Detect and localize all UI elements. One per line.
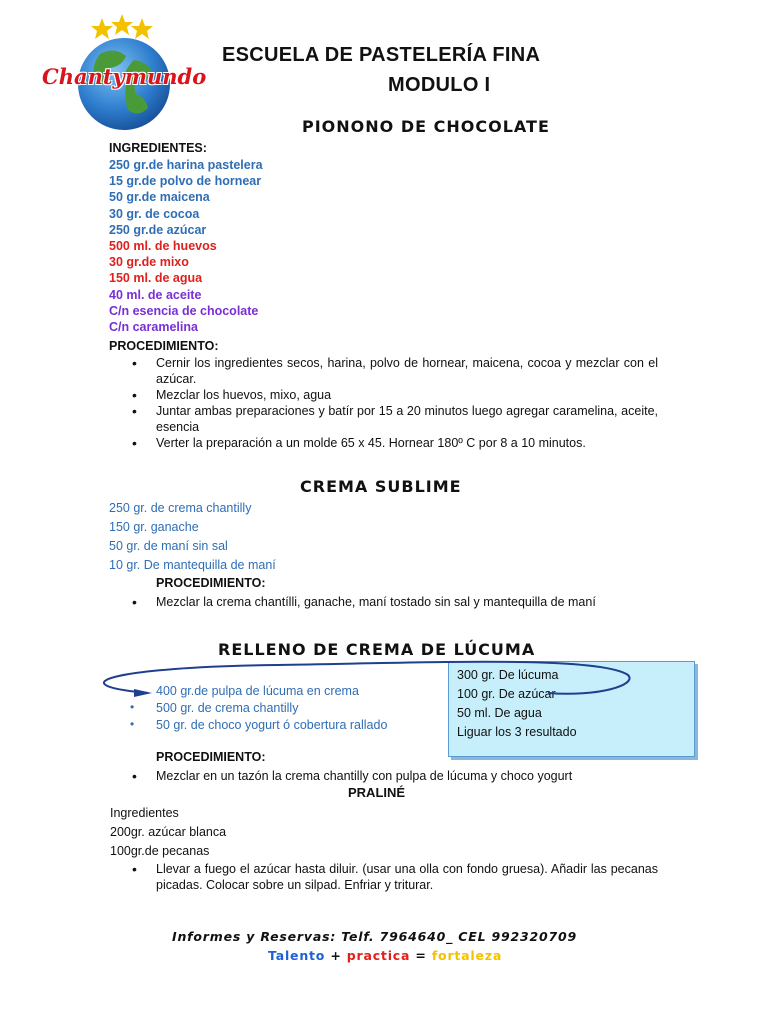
ingredient-line: 30 gr. de cocoa xyxy=(109,206,200,221)
star-icon xyxy=(111,14,133,35)
procedure-step: • Mezclar en un tazón la crema chantilly con pulpa de lúcuma y choco yogurt xyxy=(110,768,670,784)
school-title: ESCUELA DE PASTELERÍA FINA xyxy=(222,44,541,66)
ingredient-line: 250 gr.de harina pastelera xyxy=(109,158,263,172)
pionono-steps xyxy=(110,355,658,451)
procedure-step: • Llevar a fuego el azúcar hasta diluir. (usar una olla con fondo gruesa). Añadir las pecanas picadas. Colocar sobre un silpad. Enfriar y triturar. xyxy=(110,861,658,893)
ingredient-line: 40 ml. de aceite xyxy=(109,287,202,302)
ingredient-line: 10 gr. De mantequilla de maní xyxy=(109,558,276,572)
box-line: Liguar los 3 resultado xyxy=(457,725,577,739)
procedure-label: PROCEDIMIENTO: xyxy=(156,576,266,590)
motto-symbol: + xyxy=(325,948,347,963)
pionono-title: PIONONO DE CHOCOLATE xyxy=(302,117,550,136)
ingredient-line: C/n caramelina xyxy=(109,320,198,335)
praline-steps xyxy=(110,861,658,893)
ingredient-line: 50 gr. de choco yogurt ó cobertura rallado xyxy=(156,718,388,732)
star-icon xyxy=(91,18,113,39)
ingredient-line: 250 gr. de crema chantilly xyxy=(109,501,252,515)
procedure-step: • Mezclar la crema chantílli, ganache, maní tostado sin sal y mantequilla de maní xyxy=(110,594,670,610)
ingredient-line: 15 gr.de polvo de hornear xyxy=(109,174,262,189)
ingredient-line: 400 gr.de pulpa de lúcuma en crema xyxy=(156,684,359,698)
module-title: MODULO I xyxy=(388,74,491,96)
procedure-step: • Verter la preparación a un molde 65 x 45. Hornear 180º C por 8 a 10 minutos. xyxy=(110,435,658,451)
procedure-step: • Mezclar los huevos, mixo, agua xyxy=(110,387,658,403)
motto xyxy=(268,948,502,963)
box-line: 300 gr. De lúcuma xyxy=(457,668,559,682)
ingredients-label: INGREDIENTES: xyxy=(109,141,207,155)
lucuma-title: RELLENO DE CREMA DE LÚCUMA xyxy=(218,640,536,659)
ingredient-line: 150 gr. ganache xyxy=(109,520,199,534)
lucuma-steps xyxy=(110,768,670,784)
lucuma-ingredients xyxy=(110,683,387,734)
ingredient-line: 500 gr. de crema chantilly xyxy=(156,701,299,715)
praline-title: PRALINÉ xyxy=(348,785,406,800)
star-icon xyxy=(131,18,153,39)
ingredient-line: 50 gr. de maní sin sal xyxy=(109,539,228,553)
ingredient-line: 500 ml. de huevos xyxy=(109,239,217,254)
logo-text: Chantymundo xyxy=(42,64,207,89)
crema-ingredients xyxy=(109,499,276,575)
ingredient-line: 50 gr.de maicena xyxy=(109,190,210,205)
motto-word: practica xyxy=(346,948,411,963)
procedure-label: PROCEDIMIENTO: xyxy=(156,750,266,764)
ingredient-line: C/n esencia de chocolate xyxy=(109,303,259,318)
ingredient-line: 150 ml. de agua xyxy=(109,271,203,286)
box-line: 100 gr. De azúcar xyxy=(457,687,556,701)
ingredient-line: 30 gr.de mixo xyxy=(109,255,189,270)
ingredient-line: 200gr. azúcar blanca xyxy=(110,825,227,839)
procedure-label: PROCEDIMIENTO: xyxy=(109,339,219,353)
pionono-ingredients xyxy=(109,157,263,335)
bullet-icon: • xyxy=(130,700,135,714)
motto-word: fortaleza xyxy=(431,948,503,963)
procedure-step: • Cernir los ingredientes secos, harina, polvo de hornear, maicena, cocoa y mezclar con el azúcar. xyxy=(110,355,658,387)
praline-ingredients xyxy=(110,804,226,861)
crema-steps xyxy=(110,594,670,610)
crema-title: CREMA SUBLIME xyxy=(300,477,462,496)
chantymundo-logo xyxy=(38,12,207,132)
ingredients-label: Ingredientes xyxy=(110,806,179,820)
box-line: 50 ml. De agua xyxy=(457,706,542,720)
bullet-icon: • xyxy=(130,717,135,731)
ingredient-line: 100gr.de pecanas xyxy=(110,844,210,858)
motto-word: Talento xyxy=(268,948,326,963)
ingredient-line: 250 gr.de azúcar xyxy=(109,222,207,237)
contact-info: Informes y Reservas: Telf. 7964640_ CEL 992320709 xyxy=(172,929,577,944)
motto-symbol: = xyxy=(410,948,432,963)
procedure-step: • Juntar ambas preparaciones y batír por 15 a 20 minutos luego agregar caramelina, aceite, esencia xyxy=(110,403,658,435)
